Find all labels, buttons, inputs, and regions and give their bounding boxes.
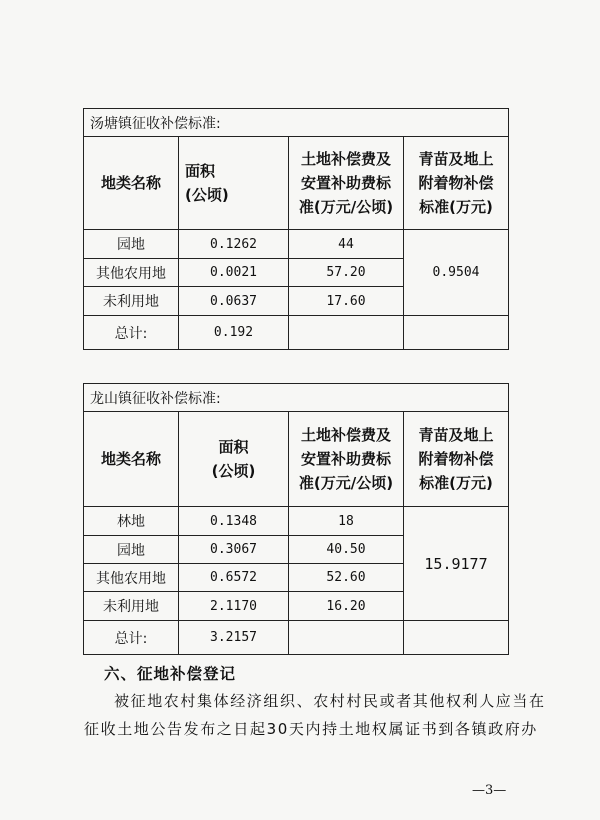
total-label: 总计: [84,316,179,350]
header-crop-compensation: 青苗及地上 附着物补偿 标准(万元) [404,412,509,507]
page-number: —3— [472,783,507,798]
area-cell: 0.1262 [179,230,289,259]
land-comp-cell: 18 [289,507,404,536]
table-row [84,507,509,536]
land-comp-cell: 17.60 [289,287,404,316]
paragraph-line: 征收土地公告发布之日起30天内持土地权属证书到各镇政府办 [84,720,538,738]
total-row [84,621,509,655]
area-cell: 0.3067 [179,536,289,564]
land-type-cell: 园地 [84,536,179,564]
header-crop-compensation: 青苗及地上 附着物补偿 标准(万元) [404,137,509,230]
land-type-cell: 未利用地 [84,287,179,316]
area-cell: 0.1348 [179,507,289,536]
header-land-compensation: 土地补偿费及 安置补助费标 准(万元/公顷) [289,412,404,507]
land-comp-cell: 40.50 [289,536,404,564]
header-land-compensation: 土地补偿费及 安置补助费标 准(万元/公顷) [289,137,404,230]
empty-cell [404,316,509,350]
land-comp-cell: 16.20 [289,592,404,621]
paragraph-line: 被征地农村集体经济组织、农村村民或者其他权利人应当在 [114,692,546,710]
land-type-cell: 未利用地 [84,592,179,621]
total-label: 总计: [84,621,179,655]
area-cell: 0.0021 [179,259,289,287]
section-heading: 六、征地补偿登记 [104,665,237,683]
land-type-cell: 其他农用地 [84,564,179,592]
crop-comp-value: 15.9177 [404,507,509,621]
area-cell: 0.6572 [179,564,289,592]
table-row [84,230,509,259]
header-land-type: 地类名称 [84,137,179,230]
compensation-table-tangtang [83,108,509,350]
header-area: 面积 (公顷) [179,412,289,507]
table-caption: 龙山镇征收补偿标准: [84,384,509,412]
empty-cell [289,316,404,350]
table-caption: 汤塘镇征收补偿标准: [84,109,509,137]
crop-comp-value: 0.9504 [404,230,509,316]
land-type-cell: 林地 [84,507,179,536]
total-row [84,316,509,350]
header-area: 面积 (公顷) [179,137,289,230]
compensation-table-longshan [83,383,509,655]
area-cell: 0.0637 [179,287,289,316]
land-type-cell: 园地 [84,230,179,259]
total-area: 3.2157 [179,621,289,655]
land-comp-cell: 52.60 [289,564,404,592]
total-area: 0.192 [179,316,289,350]
header-land-type: 地类名称 [84,412,179,507]
land-comp-cell: 57.20 [289,259,404,287]
land-comp-cell: 44 [289,230,404,259]
area-cell: 2.1170 [179,592,289,621]
land-type-cell: 其他农用地 [84,259,179,287]
empty-cell [404,621,509,655]
empty-cell [289,621,404,655]
